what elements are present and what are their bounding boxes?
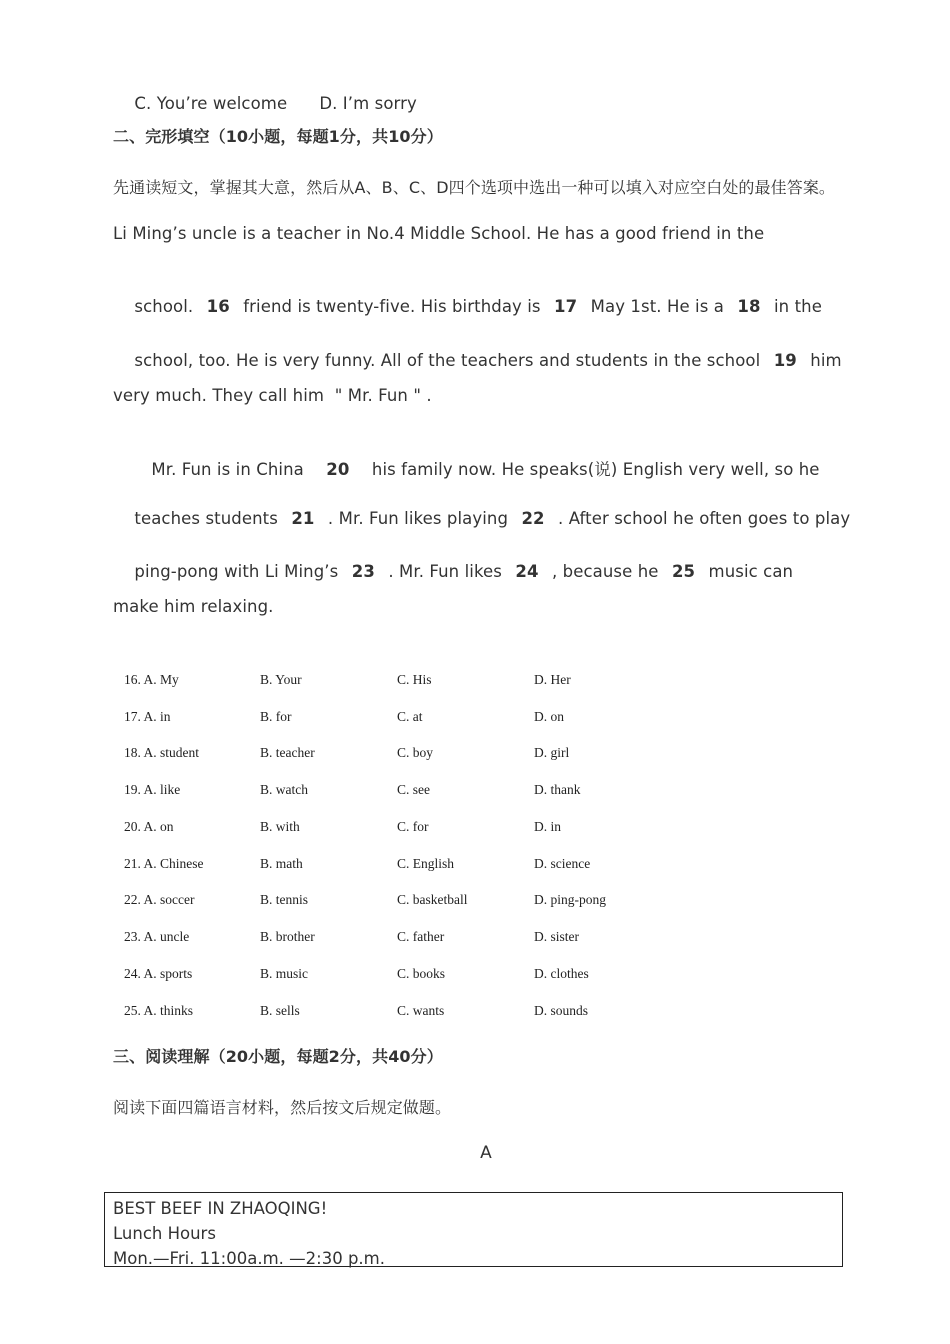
text-segment: in the [774,297,822,316]
text-segment: school, too. He is very funny. All of the teachers and students in the school [134,351,761,370]
option-a: 24. A. sports [124,966,193,981]
option-c: C. You’re welcome [134,94,288,113]
option-a: 17. A. in [124,709,171,724]
passage-line-7 [113,543,793,600]
option-c: C. at [397,709,423,724]
section2-instruction: 先通读短文，掌握其大意，然后从A、B、C、D四个选项中选出一种可以填入对应空白处的最佳答案。 [113,178,836,197]
option-d: D. science [534,856,591,871]
passage-line-4: very much. They call him " Mr. Fun " . [113,386,432,405]
option-d: D. on [534,709,564,724]
passage-label: A [480,1143,492,1163]
option-d: D. sister [534,929,579,944]
option-b: B. watch [260,782,308,797]
option-a: 16. A. My [124,672,179,687]
text-segment: music can [708,562,794,581]
option-b: B. for [260,709,292,724]
advertisement-box [104,1192,843,1267]
section2-heading: 二、完形填空（10小题，每题1分，共10分） [113,127,443,146]
option-d: D. in [534,819,561,834]
option-b: B. tennis [260,892,309,907]
text-segment: school. [134,297,194,316]
option-d: D. sounds [534,1003,589,1018]
blank-19: 19 [773,351,797,370]
blank-25: 25 [671,562,696,581]
ad-title: BEST BEEF IN ZHAOQING! [113,1199,328,1218]
text-segment: May 1st. He is a [590,297,724,316]
blank-22: 22 [521,509,545,528]
option-b: B. teacher [260,745,315,760]
text-segment: friend is twenty-five. His birthday is [243,297,541,316]
section3-heading: 三、阅读理解（20小题，每题2分，共40分） [113,1047,443,1066]
blank-24: 24 [515,562,539,581]
option-b: B. with [260,819,300,834]
option-c: C. boy [397,745,434,760]
option-c: C. basketball [397,892,468,907]
option-b: B. music [260,966,309,981]
text-segment: him [810,351,842,370]
blank-23: 23 [351,562,375,581]
option-a: 22. A. soccer [124,892,195,907]
option-c: C. books [397,966,446,981]
section3-instruction: 阅读下面四篇语言材料，然后按文后规定做题。 [113,1098,452,1117]
option-d: D. girl [534,745,570,760]
text-segment: . After school he often goes to play [558,509,851,528]
blank-17: 17 [554,297,578,316]
option-c: C. wants [397,1003,445,1018]
option-c: C. English [397,856,455,871]
option-d: D. I’m sorry [319,94,417,113]
blank-16: 16 [206,297,230,316]
option-c: C. His [397,672,432,687]
option-c: C. see [397,782,430,797]
passage-line-1: Li Ming’s uncle is a teacher in No.4 Middle School. He has a good friend in the [113,224,765,243]
ad-line: Mon.—Fri. 11:00a.m. —2:30 p.m. [113,1249,385,1268]
option-a: 21. A. Chinese [124,856,204,871]
text-segment: his family now. He speaks(说) English very well, so he [371,460,820,479]
text-segment: ping-pong with Li Ming’s [134,562,339,581]
option-d: D. clothes [534,966,589,981]
blank-21: 21 [291,509,315,528]
option-d: D. Her [534,672,571,687]
text-segment: , because he [551,562,659,581]
passage-line-6 [113,490,850,547]
option-b: B. brother [260,929,315,944]
blank-20: 20 [326,460,350,479]
option-a: 18. A. student [124,745,200,760]
option-d: D. thank [534,782,581,797]
option-a: 19. A. like [124,782,181,797]
option-b: B. Your [260,672,302,687]
blank-18: 18 [737,297,761,316]
passage-line-2 [113,278,822,335]
option-b: B. math [260,856,303,871]
option-a: 20. A. on [124,819,174,834]
text-segment: Mr. Fun is in China [151,460,304,479]
option-a: 25. A. thinks [124,1003,194,1018]
option-c: C. for [397,819,429,834]
passage-line-8: make him relaxing. [113,597,274,616]
option-c: C. father [397,929,445,944]
option-a: 23. A. uncle [124,929,190,944]
option-d: D. ping-pong [534,892,606,907]
passage-line-3 [113,332,842,389]
ad-line: Lunch Hours [113,1224,216,1243]
text-segment: teaches students [134,509,278,528]
text-segment: . Mr. Fun likes playing [327,509,509,528]
text-segment: . Mr. Fun likes [388,562,502,581]
option-b: B. sells [260,1003,300,1018]
